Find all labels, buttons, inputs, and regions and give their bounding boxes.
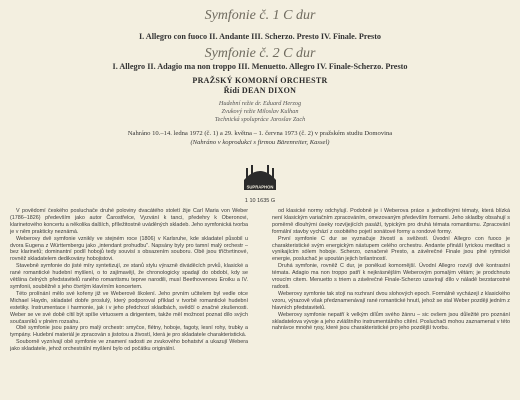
orchestra-name: PRAŽSKÝ KOMORNÍ ORCHESTR — [192, 76, 328, 85]
symphony-2-movements: I. Allegro II. Adagio ma non troppo III. Menuetto. Allegro IV. Finale-Scherzo. Presto — [112, 62, 408, 71]
liner-notes-right — [272, 208, 510, 400]
paragraph: První symfonie C dur se vyznačuje živostí a svěžestí. Úvodní Allegro con fuoco je charakteristické svým energickým nástupem celého orchestru. Andante přináší lyrickou meditaci s vynikajícím sólem hoboje. Scherzo, označené Presto, a závěrečné Finale jsou plné rytmické energie, posluchač je upoután jejich brilantností. — [272, 235, 510, 263]
symphony-1-title: Symfonie č. 1 C dur — [204, 8, 316, 23]
paragraph: Weberovy symfonie tak stojí na rozhraní dvou slohových epoch. Formálně vycházejí z klasického vzoru, výrazově však předznamenávají rané romantické hnutí, jehož se stal Weber později jedním z hlavních představitelů. — [272, 290, 510, 311]
recording-dates: Nahráno 10.–14. ledna 1972 (č. 1) a 29. května – 1. června 1973 (č. 2) v pražském studiu Domovina — [127, 130, 393, 137]
credit-line: Hudební režie dr. Eduard Herzog — [218, 100, 302, 107]
svg-text:SUPRAPHON: SUPRAPHON — [246, 184, 274, 190]
paragraph: Této prolínání mělo své kořeny již ve Weberově školení. Jeho prvním učitelem byl vedle otce Michael Haydn, skladatel dobře proslulý, který podporoval příklad v tvorbě romantické hudební estetiky. Instrumentace i harmonie, jak i v jeho předchozí skladbách, svědčí o značné zkušenosti. Weber se ve své době cítil být spíše virtuosem a dirigentem, takže měl možnost poznat dílo svých současníků v plném rozsahu. — [10, 290, 248, 325]
paragraph: Souborně vyznívají obě symfonie ve znamení radosti ze zvukového bohatství a ukazují Webera jako skladatele, jehož orchestrální myšlení bylo od počátku originální. — [10, 339, 248, 353]
paragraph: Weberovy symfonie nepatří k velkým dílům svého žánru – sic ovšem jsou důležité pro poznání skladatelova vývoje a jeho zvláštního instrumentálního cítění. Posluchači mohou zaznamenat v této nahrávce mnohé rysy, které jsou charakteristické pro jeho pozdější tvorbu. — [272, 311, 510, 332]
paragraph: Druhá symfonie, rovněž C dur, je poněkud komornější. Úvodní Allegro rozvíjí dvě kontrastní témata. Adagio ma non troppo patří k nejkrásnějším Weberovým pomalým větám; je prodchnuto vroucím citem. Menuetto s triem a závěrečné Finale-Scherzo uzavírají dílo v náladě bezstarostné radosti. — [272, 263, 510, 290]
paragraph: Stavebně symfonie do jisté míry syntetizují, ze stanů stylu výrazně diváděcích prvků, klasické a rané romantické hudební myšlení, o to zajímavějí, že chronologicky spadají do období, kdy se většina čelných představitelů raného romantismu teprve narodili, musí Beethovenovu Eroiku a IV. symfonii, souběžně s jeho čtvrtým klavírním koncertem. — [10, 263, 248, 290]
production-credits — [0, 100, 520, 124]
paragraph: Obě symfonie jsou psány pro malý orchestr: smyčce, flétny, hoboje, fagoty, lesní rohy, trubky a tympány. Hudební materiál je zpracován s jistotou a živostí, která je pro skladatele charakteristická. — [10, 325, 248, 339]
symphony-1-movements: I. Allegro con fuoco II. Andante III. Scherzo. Presto IV. Finale. Presto — [138, 32, 382, 41]
paragraph: od klasické normy odchylují. Podobně je i Weberova práce s jednotlivými tématy, která blízká není klasickým variačním zpracováním, omezovaným především formami. Jeho skladby obsahují s poměrně dlouhými úseky rozvíjejících pasáží, typickým pro druhá témata romantismu. Zpracování formální stavby vychází z osobitého pojetí sonátové formy a rondové formy. — [272, 208, 510, 235]
symphony-2-title: Symfonie č. 2 C dur — [204, 46, 316, 61]
recording-info — [60, 130, 460, 147]
coproduction-note: (Nahráno v koprodukci s firmou Bärenreiter, Kassel) — [190, 138, 330, 146]
supraphon-logo — [240, 160, 280, 196]
conductor-name: Řídí DEAN DIXON — [223, 86, 297, 95]
liner-notes-left — [10, 208, 248, 400]
credit-line: Zvukový režie Miloslav Kulhan — [221, 108, 299, 115]
credit-line: Technická spolupráce Jaroslav Zach — [214, 116, 306, 123]
paragraph: Weberovy dvě symfonie vznikly ve stejném roce (1806) v Karlsruhe, kde skladatel působil u dvora Eugena z Württembergu jako „intendant prohudbu". Napsány byly pro tamní malý orchestr – bez klarinetů; dominantní podíl hobojů tedy souvisí s obsazením souboru. Obě jsou tříčtvrtinové, rovněž skladatelem dedikovány hobojistovi. — [10, 235, 248, 263]
catalog-number: 1 10 1635 G — [244, 198, 276, 204]
paragraph: V povědomí českého posluchače druhé poloviny dvacátého století žije Carl Maria von Weber (1786–1826) především jako autor Čarostřelce, Vyzvání k tanci, předehry k Oberonovi, klarinetového koncertu a několika dalších, příležitostně uváděných skladeb. Jeho symfonická tvorba je v něm prakticky neznámá. — [10, 208, 248, 235]
